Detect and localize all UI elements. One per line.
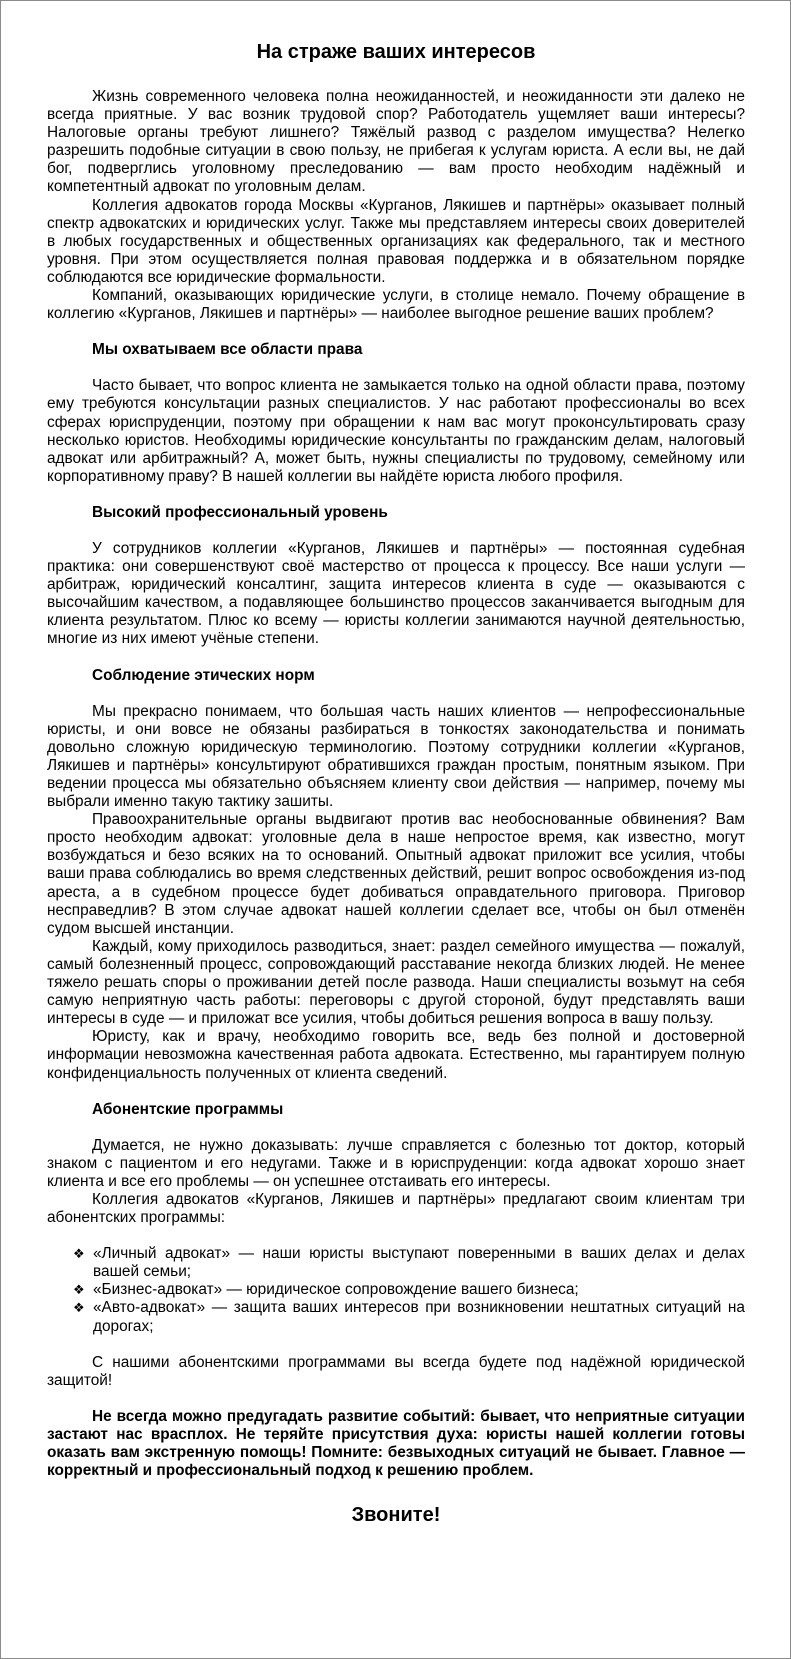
intro-paragraph-2: Коллегия адвокатов города Москвы «Курганов, Лякишев и партнёры» оказывает полный спектр адвокатских и юридических услуг. Также мы представляем интересы своих доверителей в любых государственных и общественных организациях как федерального, так и местного уровня. При этом осуществляется полная правовая поддержка и в обязательном порядке соблюдаются все юридические формальности. [47,196,745,286]
list-item [47,1299,745,1335]
section-heading-level: Высокий профессиональный уровень [92,503,388,521]
programs-list [47,1245,745,1335]
program-text: «Авто-адвокат» — защита ваших интересов при возникновении нештатных ситуаций на дорогах; [93,1299,745,1335]
ethics-paragraph-2: Правоохранительные органы выдвигают против вас необоснованные обвинения? Вам просто необходим адвокат: уголовные дела в наше непростое время, как известно, могут возбуждаться и безо всяких на то оснований. Опытный адвокат приложит все усилия, чтобы ваши права соблюдались во время следственных действий, решит вопрос освобождения из-под ареста, а в судебном процессе будет добиваться оправдательного приговора. Приговор несправедлив? В этом случае адвокат нашей коллегии сделает все, чтобы он был отменён судом высшей инстанции. [47,811,745,937]
intro-paragraph-1: Жизнь современного человека полна неожиданностей, и неожиданности эти далеко не всегда приятные. У вас возник трудовой спор? Работодатель ущемляет ваши интересы? Налоговые органы требуют лишнего? Тяжёлый развод с разделом имущества? Нелегко разрешить подобные ситуации в свою пользу, не прибегая к услугам юриста. А если вы, не дай бог, подверглись уголовному преследованию — вам просто необходим надёжный и компетентный адвокат по уголовным делам. [47,88,745,196]
ethics-paragraph-1: Мы прекрасно понимаем, что большая часть наших клиентов — непрофессиональные юристы, и они вовсе не обязаны разбираться в тонкостях законодательства и понимать довольно сложную юридическую терминологию. Поэтому сотрудники коллегии «Курганов, Лякишев и партнёры» консультируют обратившихся граждан простым, понятным языком. При ведении процесса мы обязательно объясняем клиенту свои действия — например, почему мы выбрали именно такую тактику зашиты. [47,702,745,811]
section-heading-subscription: Абонентские программы [92,1100,284,1118]
diamond-bullet-icon: ❖ [73,1300,85,1316]
subscription-paragraph-2: Коллегия адвокатов «Курганов, Лякишев и партнёры» предлагают своим клиентам три абонентских программы: [47,1190,745,1227]
list-item [47,1245,745,1281]
areas-paragraph-1: Часто бывает, что вопрос клиента не замыкается только на одной области права, поэтому ему требуются консультации разных специалистов. У нас работают профессионалы во всех сферах юриспруденции, поэтому при обращении к нам вас могут проконсультировать сразу несколько юристов. Необходимы юридические консультанты по гражданским делам, налоговый адвокат или арбитражный? А, может быть, нужны специалисты по трудовому, семейному или корпоративному праву? В нашей коллегии вы найдёте юриста любого профиля. [47,377,745,485]
program-text: «Личный адвокат» — наши юристы выступают поверенными в ваших делах и делах вашей семьи; [93,1245,745,1281]
section-heading-areas: Мы охватываем все области права [92,341,363,359]
diamond-bullet-icon: ❖ [73,1282,85,1298]
subscription-paragraph-1: Думается, не нужно доказывать: лучше справляется с болезнью тот доктор, который знаком с пациентом и его недугами. Также и в юриспруденции: когда адвокат хорошо знает клиента и все его проблемы — он успешнее отстаивать его интересы. [47,1136,745,1190]
intro-paragraph-3: Компаний, оказывающих юридические услуги, в столице немало. Почему обращение в коллегию «Курганов, Лякишев и партнёры» — наиболее выгодное решение ваших проблем? [47,287,745,323]
diamond-bullet-icon: ❖ [73,1246,85,1262]
ethics-paragraph-3: Каждый, кому приходилось разводиться, знает: раздел семейного имущества — пожалуй, самый болезненный процесс, сопровождающий расставание некогда близких людей. Не менее тяжело решать споры о проживании детей после развода. Наши специалисты возьмут на себя самую неприятную часть работы: переговоры с другой стороной, будут представлять ваши интересы в суде — и приложат все усилия, чтобы добиться решения вопроса в вашу пользу. [47,937,745,1028]
section-heading-ethics: Соблюдение этических норм [92,666,315,684]
emphasis-paragraph: Не всегда можно предугадать развитие событий: бывает, что неприятные ситуации застают нас врасплох. Не теряйте присутствия духа: юристы нашей коллегии готовы оказать вам экстренную помощь! Помните: безвыходных ситуаций не бывает. Главное — корректный и профессиональный подход к решению проблем. [47,1407,745,1480]
level-paragraph-1: У сотрудников коллегии «Курганов, Лякишев и партнёры» — постоянная судебная практика: они совершенствуют своё мастерство от процесса к процессу. Все наши услуги — арбитраж, юридический консалтинг, защита интересов клиента в суде — оказываются с высочайшим качеством, а подавляющее большинство процессов заканчивается выгодным для клиента результатом. Плюс ко всему — юристы коллегии занимаются научной деятельностью, многие из них имеют учёные степени. [47,539,745,648]
list-item [47,1281,745,1299]
program-text: «Бизнес-адвокат» — юридическое сопровождение вашего бизнеса; [93,1281,579,1299]
page-title: На страже ваших интересов [256,41,536,63]
closing-call: Звоните! [351,1504,441,1527]
subscription-paragraph-3: С нашими абонентскими программами вы всегда будете под надёжной юридической защитой! [47,1353,745,1389]
ethics-paragraph-4: Юристу, как и врачу, необходимо говорить все, ведь без полной и достоверной информации невозможна качественная работа адвоката. Естественно, мы гарантируем полную конфиденциальность полученных от клиента сведений. [47,1028,745,1082]
